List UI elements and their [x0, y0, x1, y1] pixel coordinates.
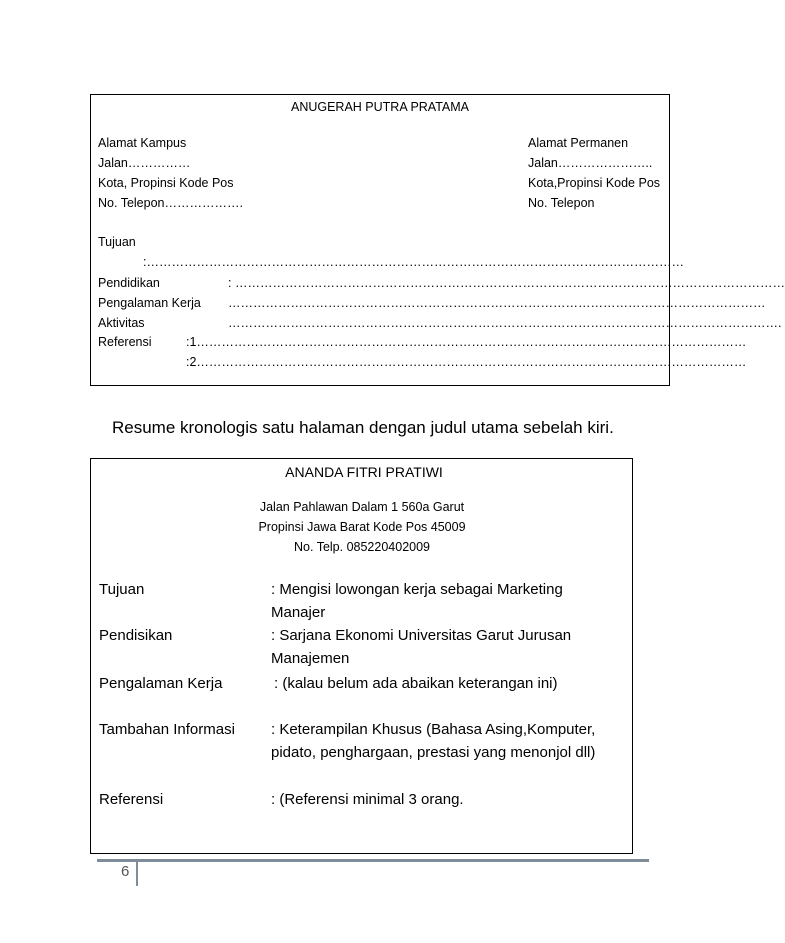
page-number-divider	[136, 860, 138, 886]
pengalaman-dots: …………………………………………………………………………………………………………………	[228, 296, 766, 310]
kampus-address-line: Alamat Kampus	[98, 136, 187, 150]
footer-rule	[97, 859, 649, 862]
tambahan-value: : Keterampilan Khusus (Bahasa Asing,Komputer,	[271, 721, 596, 738]
tujuan-value: : Mengisi lowongan kerja sebagai Marketing	[271, 581, 563, 598]
referensi-label: Referensi	[99, 791, 164, 808]
tujuan-value-cont: Manajer	[271, 604, 326, 621]
address-line: Propinsi Jawa Barat Kode Pos 45009	[258, 520, 466, 534]
page-number: 6	[121, 863, 130, 880]
kampus-address-line: Jalan……………	[98, 156, 191, 170]
pendidikan-label: Pendisikan	[99, 627, 173, 644]
tujuan-label: Tujuan	[98, 235, 136, 249]
kampus-address-line: No. Telepon……………….	[98, 196, 243, 210]
pendidikan-label: Pendidikan	[98, 276, 160, 290]
permanent-address-line: Alamat Permanen	[528, 136, 629, 150]
address-line: Jalan Pahlawan Dalam 1 560a Garut	[259, 500, 465, 514]
box1-title: ANUGERAH PUTRA PRATAMA	[290, 100, 470, 114]
referensi-value: : (Referensi minimal 3 orang.	[271, 791, 464, 808]
pengalaman-value: : (kalau belum ada abaikan keterangan ini)	[274, 675, 558, 692]
referensi-label: Referensi	[98, 335, 152, 349]
referensi-line-2: :2……………………………………………………………………………………………………………………	[186, 355, 747, 369]
permanent-address-line: No. Telepon	[528, 196, 595, 210]
applicant-name: ANANDA FITRI PRATIWI	[285, 464, 443, 480]
kampus-address-line: Kota, Propinsi Kode Pos	[98, 176, 234, 190]
pendidikan-value-cont: Manajemen	[271, 650, 350, 667]
caption-text: Resume kronologis satu halaman dengan judul utama sebelah kiri.	[112, 418, 614, 437]
referensi-line-1: :1……………………………………………………………………………………………………………………	[186, 335, 747, 349]
pengalaman-label: Pengalaman Kerja	[99, 675, 223, 692]
aktivitas-label: Aktivitas	[98, 316, 145, 330]
pendidikan-dots: : ……………………………………………………………………………………………………………………	[228, 276, 785, 290]
tujuan-label: Tujuan	[99, 581, 145, 598]
permanent-address-line: Jalan…………………..	[528, 156, 653, 170]
phone-line: No. Telp. 085220402009	[294, 540, 430, 554]
tambahan-value-cont: pidato, penghargaan, prestasi yang menonjol dll)	[271, 744, 596, 761]
aktivitas-dots: …………………………………………………………………………………………………………………….	[228, 316, 782, 330]
tambahan-label: Tambahan Informasi	[99, 721, 235, 738]
pengalaman-label: Pengalaman Kerja	[98, 296, 201, 310]
pendidikan-value: : Sarjana Ekonomi Universitas Garut Jurusan	[271, 627, 572, 644]
permanent-address-line: Kota,Propinsi Kode Pos	[528, 176, 661, 190]
tujuan-dots: :…………………………………………………………………………………………………………………	[143, 255, 684, 269]
